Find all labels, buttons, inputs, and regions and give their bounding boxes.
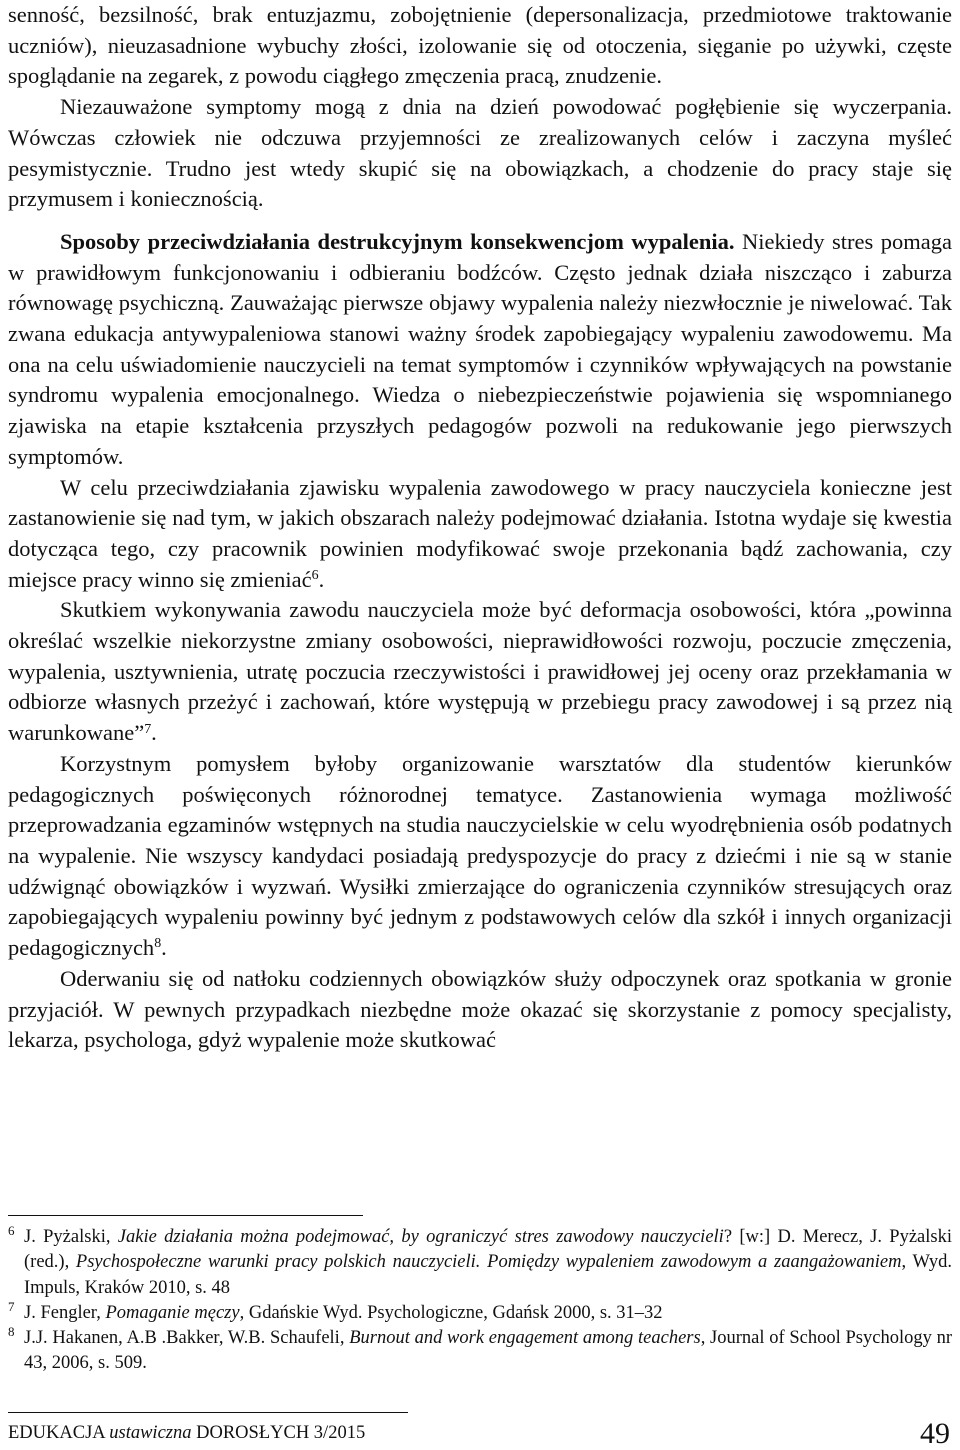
footnote-7-title: Pomaganie męczy <box>105 1302 240 1323</box>
section-heading: Sposoby przeciwdziałania destrukcyjnym konsekwencjom wypalenia. <box>60 228 735 254</box>
footnote-separator <box>8 1215 363 1216</box>
paragraph-4 <box>8 473 952 596</box>
footnote-number: 6 <box>8 1223 15 1238</box>
paragraph-5 <box>8 595 952 749</box>
footnote-6 <box>8 1225 952 1301</box>
footnote-6-book-title: Psychospołeczne warunki pracy polskich nauczycieli. Pomiędzy wypaleniem zawodowym a zaangażowaniem <box>75 1252 902 1273</box>
footnote-8-title: Burnout and work engagement among teachers <box>349 1328 701 1349</box>
footnote-number: 8 <box>8 1324 15 1340</box>
footnote-8-journal: , Journal of School Psychology nr 43, 2006, s. 509. <box>24 1328 953 1374</box>
footnote-number: 7 <box>8 1298 15 1314</box>
main-text <box>8 0 952 1056</box>
footnote-6-title: Jakie działania można podejmować, by ograniczyć stres zawodowy nauczycieli <box>117 1227 724 1247</box>
paragraph-7-text: Oderwaniu się od natłoku codziennych obowiązków służy odpoczynek oraz spotkania w gronie przyjaciół. W pewnych przypadkach niezbędne może okazać się skorzystanie z pomocy specjalisty, lekarza, psychologa, gdyż wypalenie może skutkować <box>8 965 952 1053</box>
paragraph-6 <box>8 749 952 964</box>
page-number: 49 <box>920 1417 950 1450</box>
footnote-7-publisher: , Gdańskie Wyd. Psychologiczne, Gdańsk 2000, s. 31–32 <box>239 1302 663 1323</box>
footnote-ref-8: 8 <box>154 936 162 952</box>
footnote-6-author: J. Pyżalski, <box>24 1227 118 1247</box>
paragraph-4-text: W celu przeciwdziałania zjawisku wypalenia zawodowego w pracy nauczyciela konieczne jest zastanowienie się nad tym, w jakich obszarach należy podejmować działania. Istotna wydaje się kwestia dotycząca tego, czy pracownik powinien modyfikować swoje przekonania bądź zachowania, czy miejsce pracy winno się zmieniać <box>8 474 952 592</box>
paragraph-4-end: . <box>318 566 325 592</box>
journal-name <box>8 1422 365 1444</box>
footnote-6-text: ? [w:] D. Merecz, J. Pyżalski (red.), <box>24 1227 952 1273</box>
paragraph-6-end: . <box>161 935 167 961</box>
paragraph-5-text: Skutkiem wykonywania zawodu nauczyciela może być deformacja osobowości, która „powinna określać wszelkie niekorzystne zmiany osobowości, nieprawidłowości rozwoju, poczucie zmęczenia, wypalenia, usztywnienia, utratę poczucia rzeczywistości i prawidłowej jej oceny oraz przekłamania w odbiorze własnych przeżyć i zachowań, które występują w przebiegu pracy zawodowej i są przez nią warunkowane” <box>8 597 952 746</box>
paragraph-3 <box>8 227 952 473</box>
journal-name-part3: DOROSŁYCH 3/2015 <box>191 1423 366 1443</box>
paragraph-2 <box>8 92 952 215</box>
paragraph-7 <box>8 964 952 1056</box>
footnote-ref-7: 7 <box>144 721 152 737</box>
paragraph-3-text: Niekiedy stres pomaga w prawidłowym funkcjonowaniu i odbieraniu bodźców. Często jednak działa niszcząco i zaburza równowagę psychiczną. Zauważając pierwsze objawy wypalenia należy niezwłocznie je niwelować. Tak zwana edukacja antywypaleniowa stanowi ważny środek zapobiegający wypaleniu zawodowemu. Ma ona na celu uświadomienie nauczycieli na temat symptomów i czynników wpływających na powstanie syndromu wypalenia emocjonalnego. Wiedza o niebezpieczeństwie pojawienia się wspomnianego zjawiska na etapie kształcenia przyszłych pedagogów pozwoli na redukowanie jego pierwszych symptomów. <box>8 228 952 469</box>
footnote-7-author: J. Fengler, <box>24 1302 106 1323</box>
footnote-7 <box>8 1298 952 1326</box>
paragraph-2-text: Niezauważone symptomy mogą z dnia na dzień powodować pogłębienie się wyczerpania. Wówczas człowiek nie odczuwa przyjemności ze zrealizowanych celów i zaczyna myśleć pesymistycznie. Trudno jest wtedy skupić się na obowiązkach, a chodzenie do pracy staje się przymusem i koniecznością. <box>8 94 952 212</box>
paragraph-6-text: Korzystnym pomysłem byłoby organizowanie warsztatów dla studentów kierunków pedagogicznych poświęconych różnorodnej tematyce. Zastanowienia wymaga możliwość przeprowadzania egzaminów wstępnych na studia nauczycielskie w celu wyodrębnienia osób podatnych na wypalenie. Nie wszyscy kandydaci posiadają predyspozycje do pracy z dziećmi i nie są w stanie udźwignąć obowiązków i wyzwań. Wysiłki zmierzające do ograniczenia czynników stresujących oraz zapobiegających wypaleniu powinny być jednym z podstawowych celów dla szkół i innych organizacji pedagogicznych <box>8 750 952 961</box>
footnote-8-author: J.J. Hakanen, A.B .Bakker, W.B. Schaufeli, <box>24 1328 350 1349</box>
journal-name-part2: ustawiczna <box>109 1423 192 1443</box>
footer-separator <box>8 1412 408 1413</box>
footnotes <box>8 1225 952 1377</box>
paragraph-1 <box>8 0 952 92</box>
footnote-ref-6: 6 <box>311 567 319 583</box>
footnote-8 <box>8 1326 952 1377</box>
paragraph-5-end: . <box>151 720 157 746</box>
journal-name-part1: EDUKACJA <box>8 1423 110 1443</box>
footnote-6-publisher: , Wyd. Impuls, Kraków 2010, s. 48 <box>24 1252 952 1298</box>
paragraph-1-text: senność, bezsilność, brak entuzjazmu, zobojętnienie (depersonalizacja, przedmiotowe traktowanie uczniów), nieuzasadnione wybuchy złości, izolowanie się od otoczenia, sięganie po używki, częste spoglądanie na zegarek, z powodu ciągłego zmęczenia pracą, znudzenie. <box>8 2 952 89</box>
